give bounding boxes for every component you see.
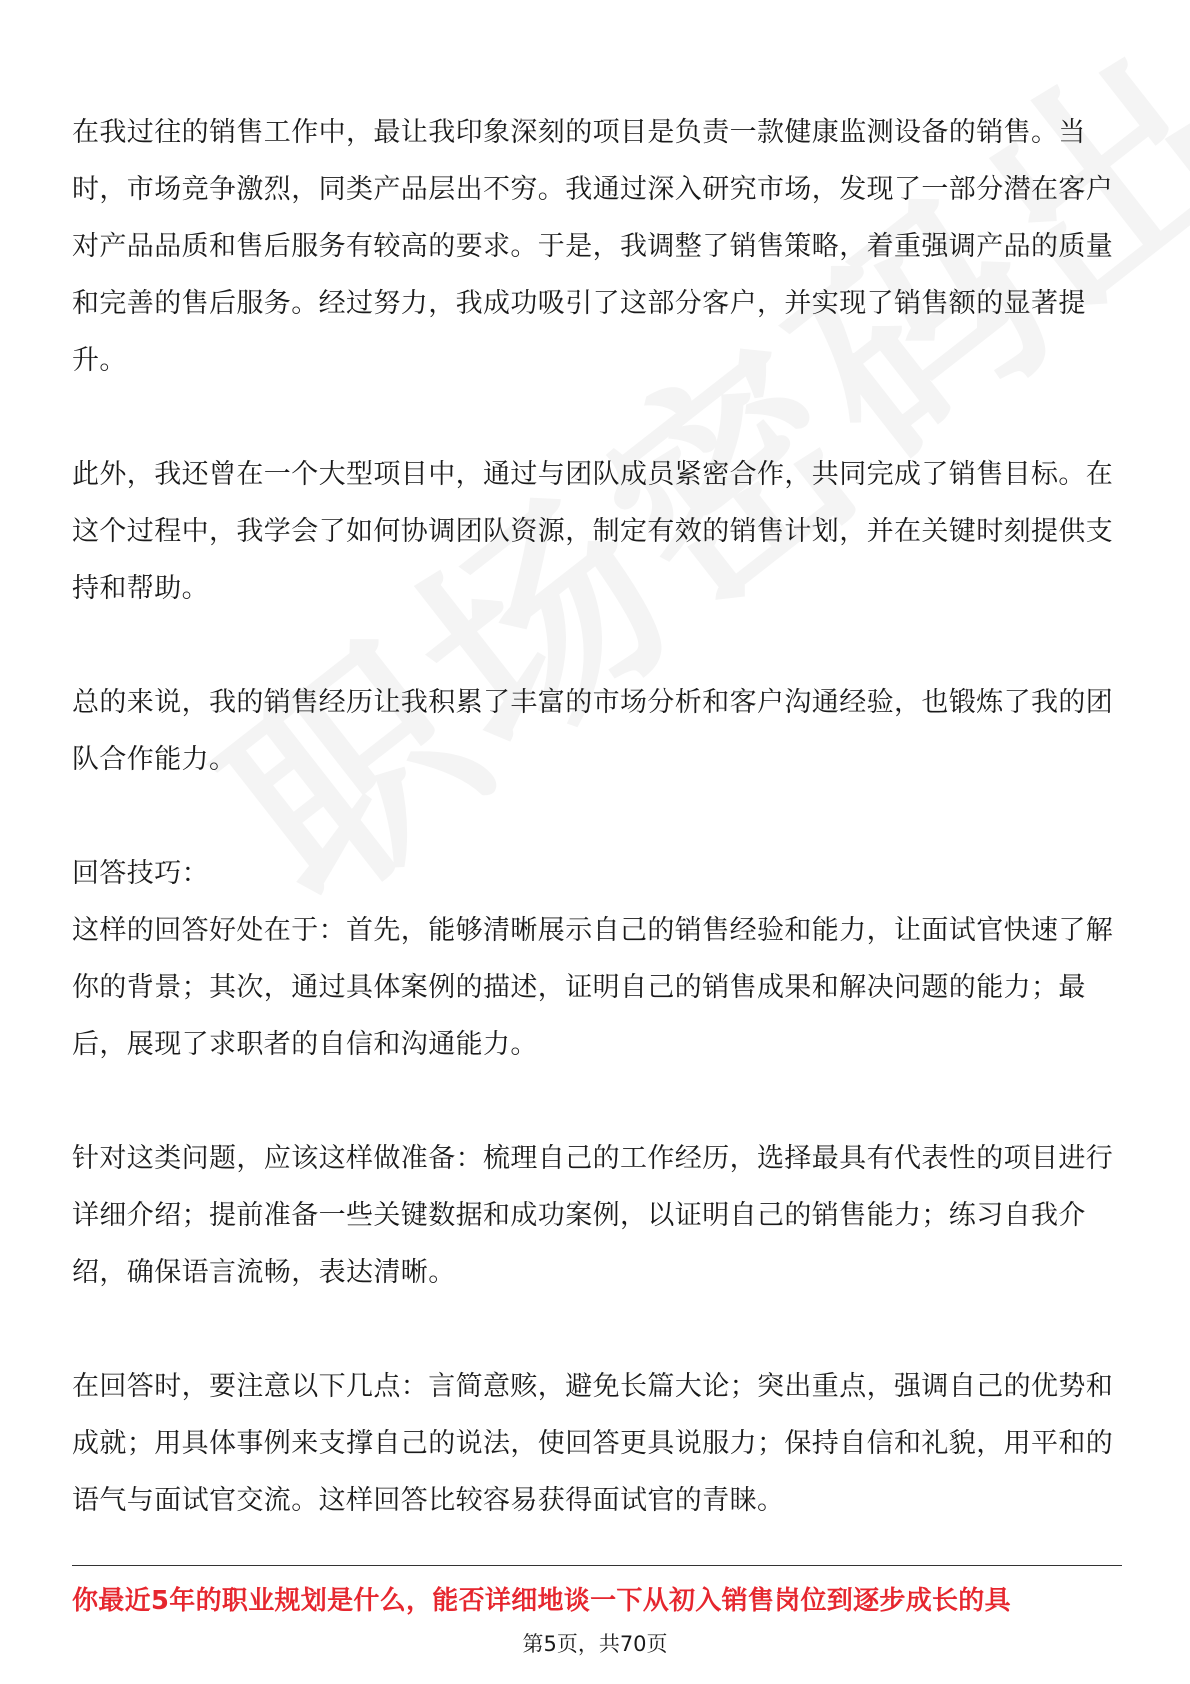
- paragraph-project-experience: 在我过往的销售工作中，最让我印象深刻的项目是负责一款健康监测设备的销售。当时，市场竞争激烈，同类产品层出不穷。我通过深入研究市场，发现了一部分潜在客户对产品品质和售后服务有较高的要求。于是，我调整了销售策略，着重强调产品的质量和完善的售后服务。经过努力，我成功吸引了这部分客户，并实现了销售额的显著提升。: [72, 117, 1114, 376]
- paragraph-summary: 总的来说，我的销售经历让我积累了丰富的市场分析和客户沟通经验，也锻炼了我的团队合作能力。: [72, 687, 1114, 775]
- page-number: 第5页，共70页: [522, 1632, 668, 1656]
- paragraph-team-collaboration: 此外，我还曾在一个大型项目中，通过与团队成员紧密合作，共同完成了销售目标。在这个过程中，我学会了如何协调团队资源，制定有效的销售计划，并在关键时刻提供支持和帮助。: [72, 459, 1114, 604]
- document-body: [72, 104, 1122, 1529]
- paragraph-preparation: 针对这类问题，应该这样做准备：梳理自己的工作经历，选择最具有代表性的项目进行详细介绍；提前准备一些关键数据和成功案例，以证明自己的销售能力；练习自我介绍，确保语言流畅，表达清晰。: [72, 1143, 1114, 1288]
- next-question-heading: 你最近5年的职业规划是什么，能否详细地谈一下从初入销售岗位到逐步成长的具: [72, 1586, 1011, 1616]
- answer-tips-heading: 回答技巧：: [72, 858, 209, 889]
- paragraph-answer-benefits: 这样的回答好处在于：首先，能够清晰展示自己的销售经验和能力，让面试官快速了解你的背景；其次，通过具体案例的描述，证明自己的销售成果和解决问题的能力；最后，展现了求职者的自信和沟通能力。: [72, 915, 1114, 1060]
- paragraph-answer-notes: 在回答时，要注意以下几点：言简意赅，避免长篇大论；突出重点，强调自己的优势和成就；用具体事例来支撑自己的说法，使回答更具说服力；保持自信和礼貌，用平和的语气与面试官交流。这样回答比较容易获得面试官的青睐。: [72, 1371, 1114, 1516]
- divider: [72, 1565, 1122, 1566]
